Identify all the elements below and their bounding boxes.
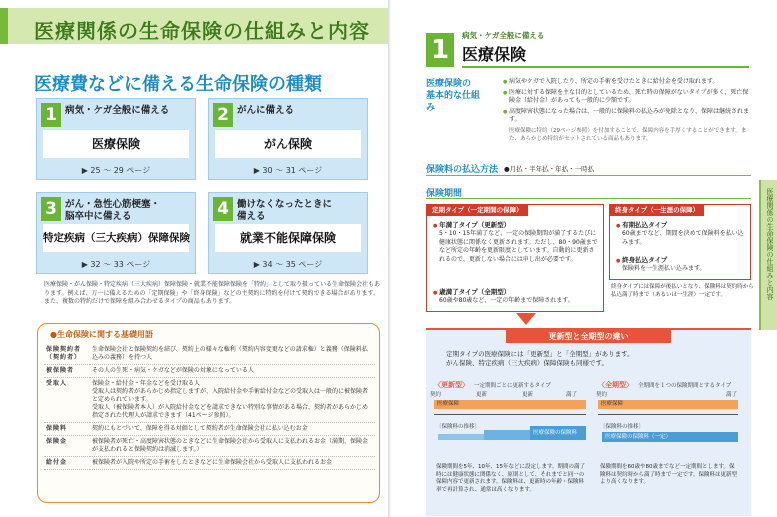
card-title: がん・急性心筋梗塞・ 脳卒中に備える bbox=[65, 199, 161, 222]
card-specified-disease[interactable] bbox=[36, 192, 196, 274]
term: 給付金 bbox=[44, 457, 90, 470]
down-arrow-icon bbox=[516, 313, 536, 325]
premium-step bbox=[484, 430, 530, 440]
card-title: がんに備える bbox=[237, 105, 295, 116]
table-row bbox=[44, 423, 375, 436]
premium-label: 〔保険料の推移〕 bbox=[600, 424, 645, 430]
divider bbox=[426, 198, 751, 199]
card-page-ref: ▶ 25 〜 29 ページ bbox=[81, 166, 151, 175]
section-category: 病気・ケガ全般に備える bbox=[462, 31, 545, 40]
card-number: 1 bbox=[41, 103, 61, 127]
card-number: 4 bbox=[213, 197, 233, 221]
table-row bbox=[44, 378, 375, 423]
definition: 生命保険会社と保険契約を結び、契約上の様々な権利（契約内容変更などの請求権）と義務（保険料払込みの義務）を持つ人 bbox=[90, 344, 375, 365]
definition: その人の生死・病気・ケガなどが保険の対象になっている人 bbox=[90, 365, 375, 378]
card-main: 就業不能保障保険 bbox=[215, 224, 361, 252]
card-page-ref: ▶ 32 〜 33 ページ bbox=[81, 260, 151, 269]
timeline-tick: 契約 bbox=[596, 392, 608, 398]
rider-note: 医療保険に特約（29ページ参照）を付加することで、保障内容を手厚くすることができます。また、あらかじめ特約がセットされている商品もあります。 bbox=[509, 127, 747, 142]
section-number: 1 bbox=[426, 33, 454, 67]
subtype-text: 5・10・15年満了など、一定の保険期間が満了するたびに健康状態に関係なく更新されます。ただし、80・90歳までなど所定の年齢を更新限度としています。自動的に更新されるので、更新しない場合には申し出が必要です。 bbox=[439, 230, 598, 263]
payment-method-row bbox=[426, 162, 751, 176]
timeline-axis bbox=[598, 414, 738, 415]
subtype-label: ● 年満了タイプ（更新型） bbox=[433, 220, 510, 229]
card-title: 働けなくなったときに 備える bbox=[237, 199, 333, 222]
section-title: 医療保険 bbox=[462, 42, 749, 68]
full-term-caption: 保険期間を60歳や80歳までなど一定期間とします。保険料は契約時から満了時まで一定です。保険料は更新型より高くなります。 bbox=[600, 464, 738, 485]
coverage-bar: 医療保障 bbox=[598, 400, 738, 409]
term-type-box bbox=[426, 204, 604, 312]
list-item: ● 高度障害状態になった場合は、一般的に保険料の払込みが免除となり、保障は継続されます。 bbox=[503, 108, 751, 125]
term: 保険契約者 （契約者） bbox=[44, 344, 90, 365]
basic-mechanism-label: 医療保険の 基本的な仕組み bbox=[426, 79, 481, 113]
left-title-bar bbox=[0, 8, 390, 44]
full-term-sublabel: 全期間を１つの保険期間とするタイプ bbox=[638, 383, 732, 389]
whole-life-box bbox=[609, 204, 751, 280]
subtype-text: 60歳までなど、期間を決めて保険料を払い込みます。 bbox=[622, 230, 744, 246]
definition: 保険金・給付金・年金などを受け取る人 受取人は契約者があらかじめ指定しますが、入院給付金や手術給付金などの受取人は一般的に被保険者と定められています。 受取人（被保険者本人）が入院給付金などを請求できない特別な事情がある場合、契約者があらかじめ指定された代理人が請求できます（41ページ参照）。 bbox=[90, 378, 375, 423]
subtype-label: ● 歳満了タイプ（全期型） bbox=[433, 287, 510, 296]
card-main: 特定疾病（三大疾病）保障保険 bbox=[43, 224, 189, 252]
glossary-heading: ●生命保険に関する基礎用語 bbox=[50, 330, 153, 339]
subtype-text: 60歳や80歳など、一定の年齢まで保障されます。 bbox=[439, 297, 574, 304]
period-heading: 保険期間 bbox=[426, 189, 463, 199]
term: 受取人 bbox=[44, 378, 90, 423]
card-page-ref: ▶ 30 〜 31 ページ bbox=[253, 166, 323, 175]
table-row bbox=[44, 344, 375, 365]
card-title: 病気・ケガ全般に備える bbox=[65, 105, 170, 116]
timeline-tick: 更新 bbox=[522, 392, 534, 398]
timeline-axis bbox=[434, 414, 586, 415]
table-row bbox=[44, 365, 375, 378]
card-number: 2 bbox=[213, 103, 233, 127]
renewal-sublabel: 一定期間ごとに更新するタイプ bbox=[474, 383, 551, 389]
payment-value: ●月払・半年払・年払・一時払 bbox=[504, 165, 595, 173]
premium-step bbox=[438, 434, 484, 440]
definition: 契約にもとづいて、保障を得る対価として契約者が生命保険会社に払い込むお金 bbox=[90, 423, 375, 436]
card-number: 3 bbox=[41, 197, 61, 221]
title-stripe bbox=[0, 8, 8, 44]
card-disability[interactable] bbox=[208, 192, 368, 274]
coverage-bar: 医療保障 bbox=[434, 400, 586, 409]
card-main: 医療保険 bbox=[43, 130, 189, 158]
side-tab-label: 医療関係の生命保険の仕組みと内容 bbox=[766, 188, 774, 300]
table-row bbox=[44, 457, 375, 470]
premium-flat-bar: 医療保険の保険料（一定） bbox=[602, 432, 738, 442]
timeline-tick: 更新 bbox=[476, 392, 488, 398]
payment-label: 保険料の払込方法 bbox=[426, 165, 499, 175]
chapter-side-tab[interactable] bbox=[759, 180, 777, 330]
subtype-label: ● 有期払込タイプ bbox=[616, 220, 667, 229]
box-title: 定期タイプ（一定期間の保障） bbox=[427, 205, 528, 216]
right-page bbox=[393, 0, 777, 517]
glossary-table bbox=[44, 344, 375, 470]
full-term-label: 〈全期型〉 bbox=[598, 381, 633, 389]
premium-label: 〔保険料の推移〕 bbox=[436, 424, 481, 430]
card-main: がん保険 bbox=[215, 130, 361, 158]
panel-heading: 更新型と全期型の違い bbox=[506, 330, 671, 343]
glossary-box bbox=[37, 323, 380, 503]
definition: 被保険者が死亡・高度障害状態のときなどに生命保険会社から受取人に支払われるお金（満期、保険金が支払われると保険契約は消滅します。） bbox=[90, 436, 375, 457]
definition: 被保険者が入院や所定の手術をしたときなどに生命保険会社から受取人に支払われるお金 bbox=[90, 457, 375, 470]
mechanism-list bbox=[503, 78, 751, 146]
renewal-caption: 保険期間を5年、10年、15年などに設定します。期間の満了時には健康状態に関係なく、原則として、それまでと同一の保障内容で更新されます。保険料は、更新時の年齢・保険料率で再計算され、通常は高くなります。 bbox=[436, 464, 586, 493]
term: 保険料 bbox=[44, 423, 90, 436]
card-page-ref: ▶ 34 〜 35 ページ bbox=[253, 260, 323, 269]
table-row bbox=[44, 436, 375, 457]
premium-step: 医療保険の保険料 bbox=[530, 426, 586, 440]
whole-life-note: 終身タイプには保障が後払いとなり、保険料は契約時から払込満了時まで（あるいは一生涯）一定です。 bbox=[611, 284, 754, 298]
page-title: 医療関係の生命保険の仕組みと内容 bbox=[34, 19, 370, 43]
term: 保険金 bbox=[44, 436, 90, 457]
card-medical[interactable] bbox=[36, 98, 196, 180]
list-item: ● 医療に対する保障を主な目的としているため、死亡時の保障がないタイプが多く、死亡保険金（給付金）があっても一般的に少額です。 bbox=[503, 89, 751, 106]
card-cancer[interactable] bbox=[208, 98, 368, 180]
list-item: ● 病気やケガで入院したり、所定の手術を受けたときに給付金を受け取れます。 bbox=[503, 78, 751, 87]
renewal-label: 〈更新型〉 bbox=[434, 381, 469, 389]
timeline-tick: 契約 bbox=[430, 392, 442, 398]
timeline-tick: 満了 bbox=[726, 392, 738, 398]
timeline-tick: 満了 bbox=[566, 392, 578, 398]
box-title: 終身タイプ（一生涯の保障） bbox=[610, 205, 704, 216]
rider-note: 医療保険・がん保険・特定疾病（三大疾病）保障保険・就業不能保障保険を「特約」として取り扱っている生命保険会社もあります。例えば、万一に備えるための「定期保険」や「終身保険」などの主契約に特約を付けて契約できる場合があります。また、複数の特約だけで保障を組み合わせるタイプの商品もあります。 bbox=[44, 281, 381, 305]
subtype-label: ● 終身払込タイプ bbox=[616, 255, 667, 264]
subtype-text: 保険料を一生涯払い込みます。 bbox=[622, 265, 706, 272]
panel-intro: 定期タイプの医療保険には「更新型」と「全期型」があります。 がん保険、特定疾病（三大疾病）保障保険も同様です。 bbox=[446, 350, 634, 367]
renewal-vs-full-term-panel bbox=[426, 328, 751, 516]
section-subtitle: 医療費などに備える生命保険の種類 bbox=[34, 74, 322, 95]
term: 被保険者 bbox=[44, 365, 90, 378]
